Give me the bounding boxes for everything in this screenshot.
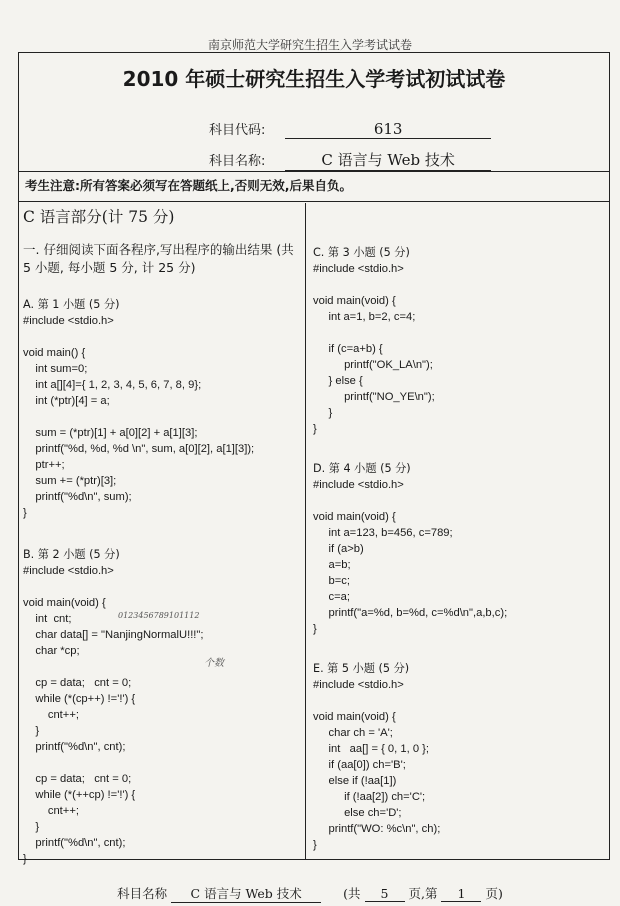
footer-subject: C 语言与 Web 技术 <box>171 884 321 903</box>
question-a <box>23 297 303 521</box>
code-block: #include <stdio.h> void main() { int sum=0; int a[][4]={ 1, 2, 3, 4, 5, 6, 7, 8, 9}; int (*ptr)[4] = a; sum = (*ptr)[1] + a[0][2] + a[1][3]; printf("%d, %d, %d \n", sum, a[0][2], a[1][3]); ptr++; sum += (*ptr)[3]; printf("%d\n", sum); } <box>23 315 255 519</box>
question-label: D. 第 4 小题 (5 分) <box>313 462 411 475</box>
school-header: 南京师范大学研究生招生入学考试试卷 <box>207 38 412 52</box>
code-block: #include <stdio.h> void main(void) { int cnt; char data[] = "NanjingNormalU!!!"; char *cp; cp = data; cnt = 0; while (*(cp++) !='!') { cnt++; } printf("%d\n", cnt); cp = data; cnt = 0; while (*(++cp) !='!') { cnt++; } printf("%d\n", cnt); } <box>23 565 204 865</box>
subject-name-value: C 语言与 Web 技术 <box>285 149 491 171</box>
subject-code-row <box>209 119 491 139</box>
code-block: #include <stdio.h> void main(void) { int a=123, b=456, c=789; if (a>b) a=b; b=c; c=a; printf("a=%d, b=%d, c=%d\n",a,b,c); } <box>313 479 508 635</box>
column-divider <box>305 203 306 859</box>
section-title: C 语言部分(计 75 分) <box>23 208 175 226</box>
exam-title: 2010 年硕士研究生招生入学考试初试试卷 <box>122 67 506 91</box>
question-label: A. 第 1 小题 (5 分) <box>23 298 120 311</box>
subject-name-label: 科目名称: <box>209 154 266 169</box>
divider-notice <box>19 201 609 202</box>
footer-total-prefix: (共 <box>343 886 361 901</box>
right-column <box>313 239 607 853</box>
question-e <box>313 661 607 853</box>
code-block: #include <stdio.h> void main(void) { int a=1, b=2, c=4; if (c=a+b) { printf("OK_LA\n"); } else { printf("NO_YE\n"); } } <box>313 263 435 435</box>
code-block: #include <stdio.h> void main(void) { char ch = 'A'; int aa[] = { 0, 1, 0 }; if (aa[0]) ch='B'; else if (!aa[1]) if (!aa[2]) ch='C'; else ch='D'; printf("WO: %c\n", ch); } <box>313 679 441 851</box>
footer-subject-label: 科目名称 <box>117 886 168 901</box>
handwritten-index-digits: 0123456789101112 <box>118 611 200 620</box>
footer-page-number: 1 <box>441 886 481 902</box>
footer-page-suffix: 页) <box>485 886 503 901</box>
footer-page-prefix: 页,第 <box>408 886 438 901</box>
footer-total-pages: 5 <box>365 886 405 902</box>
section-intro: 一. 仔细阅读下面各程序,写出程序的输出结果 (共 5 小题, 每小题 5 分, 计 25 分) <box>23 242 294 275</box>
question-label: C. 第 3 小题 (5 分) <box>313 246 410 259</box>
question-label: B. 第 2 小题 (5 分) <box>23 548 120 561</box>
question-b <box>23 547 303 867</box>
subject-code-value: 613 <box>285 120 491 139</box>
exam-sheet <box>18 52 610 865</box>
subject-name-row <box>209 149 491 171</box>
page-footer <box>0 884 620 903</box>
question-c <box>313 245 607 437</box>
candidate-notice: 考生注意:所有答案必须写在答题纸上,否则无效,后果自负。 <box>25 178 352 193</box>
divider-top <box>19 171 609 172</box>
question-label: E. 第 5 小题 (5 分) <box>313 662 410 675</box>
question-d <box>313 461 607 637</box>
handwritten-note: 个数 <box>204 658 224 669</box>
subject-code-label: 科目代码: <box>209 123 266 138</box>
left-column <box>23 209 303 867</box>
